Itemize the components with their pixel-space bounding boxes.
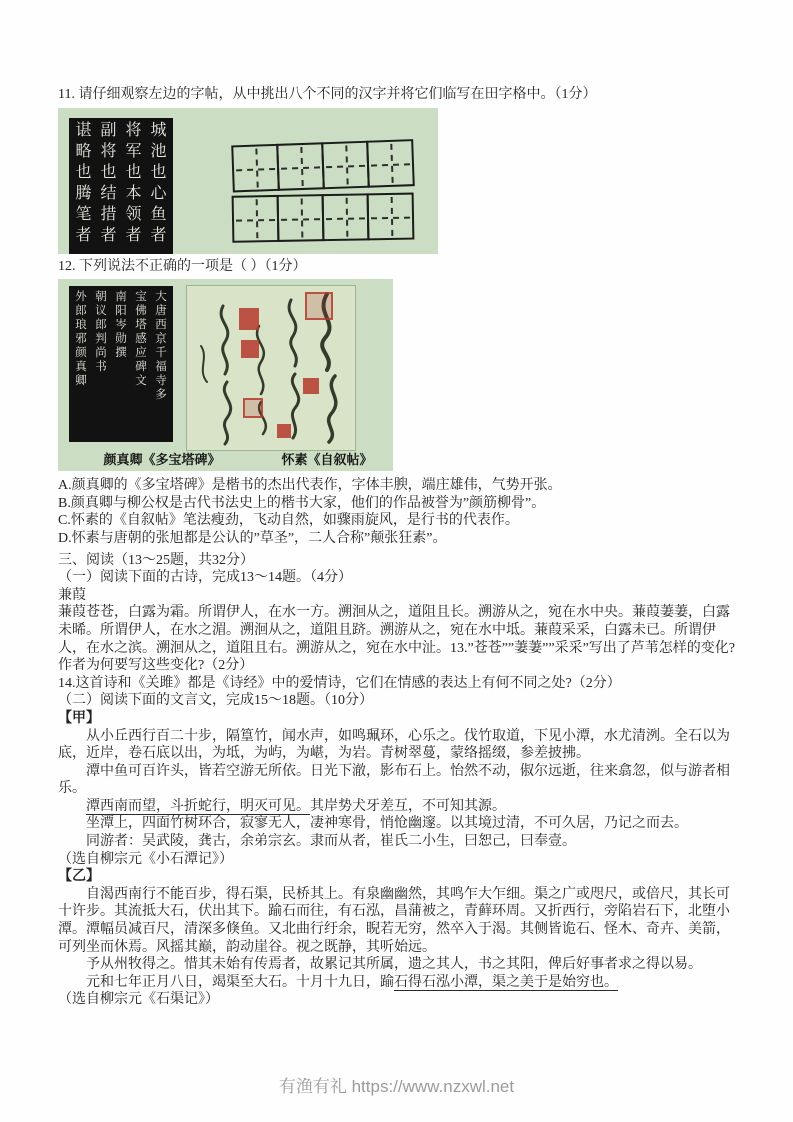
footer-watermark: 有渔有礼 https://www.nzxwl.net	[278, 1077, 515, 1096]
jia-paragraph-3	[58, 798, 736, 816]
tianzige-cell	[231, 143, 280, 192]
calligraphy-column: 副 将 也 结 措 者	[100, 121, 117, 244]
seal-stamp	[239, 308, 259, 330]
jia-paragraph-1: 从小丘西行百二十步，隔篁竹，闻水声，如鸣珮环，心乐之。伐竹取道，下见小潭，水尤清洌。全石以为底，近岸，卷石底以出，为坻，为屿，为嵁，为岩。青树翠蔓，蒙络摇缀，参差披拂。	[58, 728, 730, 762]
seal-stamp	[277, 424, 291, 438]
zixutie-image	[186, 285, 356, 451]
exam-content	[58, 86, 736, 1009]
jia-paragraph-3-rest: 其岸势犬牙差互，不可知其源。	[310, 798, 506, 814]
tianzige-cell	[321, 140, 370, 189]
jia-source: （选自柳宗元《小石潭记》）	[58, 851, 233, 867]
calligraphy-copybook-image	[69, 118, 173, 254]
yi-paragraph-3-pre: 元和七年正月八日，竭渠至大石。十月十九日，踰	[86, 974, 394, 990]
poem-text-and-q13: 蒹葭苍苍，白露为霜。所谓伊人，在水一方。溯洄从之，道阻且长。溯游从之，宛在水中央。蒹葭萋萋，白露未晞。所谓伊人，在水之湄。溯洄从之，道阻且跻。溯游从之，宛在水中坻。蒹葭采采，白露未已。所谓伊人，在水之滨。溯洄从之，道阻且右。溯游从之，宛在水中沚。13.”苍苍””萋萋””采采”写出了芦苇怎样的变化?作者为何要写这些变化?（2分）	[58, 605, 735, 674]
yi-paragraph-1: 自渴西南行不能百步，得石渠，民桥其上。有泉幽幽然，其鸣乍大乍细。渠之广或咫尺，或倍尺，其长可十许步。其流抵大石，伏出其下。踰石而往，有石泓，昌蒲被之，青藓环周。又折西行，旁陷岩石下，北堕小潭。潭幅员减百尺，清深多倏鱼。又北曲行纡余，睨若无穷，然卒入于渴。其侧皆诡石、怪木、奇卉、美箭，可列坐而休焉。风摇其巅，韵动崖谷。视之既静，其听始远。	[58, 886, 730, 955]
jia-paragraph-2: 潭中鱼可百许头，皆若空游无所依。日光下澈，影布石上。怡然不动，俶尔远逝，往来翕忽，似与游者相乐。	[58, 763, 730, 797]
poem-title: 兼葭	[58, 587, 86, 603]
tianzige-row	[231, 138, 431, 192]
yi-paragraph-3	[58, 974, 736, 992]
image-captions	[58, 449, 393, 468]
yi-paragraph-2: 予从州牧得之。惜其未始有传焉者，故累记其所属，遗之其人，书之其阳，俾后好事者求之得以易。	[86, 957, 702, 973]
option-item-d: D.怀素与唐朝的张旭都是公认的”草圣”，二人合称”颠张狂素”。	[58, 530, 447, 546]
calligraphy-column: 南 阳 岑 勋 撰	[115, 291, 127, 360]
part2-intro: （二）阅读下面的文言文，完成15～18题。（10分）	[58, 693, 373, 709]
tianzige-cell	[322, 193, 370, 241]
tianzige-grid	[232, 142, 430, 241]
tianzige-cell	[367, 192, 415, 240]
part1-intro: （一）阅读下面的古诗，完成13～14题。（4分）	[58, 570, 352, 586]
option-item-a: A.颜真卿的《多宝塔碑》是楷书的杰出代表作，字体丰腴，端庄雄伟，气势开张。	[58, 478, 562, 494]
seal-stamp	[303, 378, 319, 394]
yi-label: 【乙】	[58, 869, 100, 885]
option-item-b: B.颜真卿与柳公权是古代书法史上的楷书大家，他们的作品被誉为”颜筋柳骨”。	[58, 495, 546, 511]
q11-scan-image	[58, 108, 438, 254]
calligraphy-column: 宝 佛 塔 感 应 碑 文	[135, 291, 147, 388]
underlined-passage-yi: 石得石泓小潭，渠之美于是始穷也。	[394, 974, 618, 990]
option-item-c: C.怀素的《自叙帖》笔法瘦劲，飞动自然，如骤雨旋风，是行书的代表作。	[58, 513, 519, 529]
yi-source: （选自柳宗元《石渠记》）	[58, 992, 219, 1008]
section-heading: 三、阅读（13～25题，共32分）	[58, 552, 254, 568]
tianzige-cell	[277, 194, 325, 242]
calligraphy-column: 朝 议 郎 判 尚 书	[95, 291, 107, 374]
q11-prompt: 11. 请仔细观察左边的字帖，从中挑出八个不同的汉字并将它们临写在田字格中。（1分）	[58, 87, 597, 102]
calligraphy-column: 外 郎 琅 邪 颜 真 卿	[75, 291, 87, 388]
q14-text: 14.这首诗和《关雎》都是《诗经》中的爱情诗，它们在情感的表达上有何不同之处?（2分）	[58, 675, 621, 691]
tianzige-cell	[276, 142, 325, 191]
calligraphy-column: 城 池 也 心 鱼 者	[150, 121, 167, 244]
seal-stamp	[241, 340, 259, 358]
caption-zixutie: 怀素《自叙帖》	[281, 452, 373, 468]
jia-paragraph-5: 同游者：吴武陵，龚古，余弟宗玄。隶而从者，崔氏二小生，曰恕己，曰奉壹。	[86, 834, 576, 850]
q12-options	[58, 477, 736, 547]
seal-stamp	[305, 292, 333, 320]
calligraphy-column: 大 唐 西 京 千 福 寺 多	[155, 291, 167, 402]
calligraphy-column: 谌 略 也 腾 笔 者	[75, 121, 92, 244]
jia-paragraph-4: 坐潭上，四面竹树环合，寂寥无人，凄神寒骨，悄怆幽邃。以其境过清，不可久居，乃记之而去。	[86, 816, 688, 832]
underlined-passage-jia: 潭西南而望，斗折蛇行，明灭可见。	[86, 798, 310, 814]
jia-label: 【甲】	[58, 710, 100, 726]
duobaota-stele-image	[69, 286, 173, 442]
calligraphy-column: 将 军 也 本 领 者	[125, 121, 142, 244]
tianzige-cell	[232, 195, 280, 243]
q12-scan-image	[58, 279, 393, 471]
q12-prompt: 12. 下列说法不正确的一项是（ ）（1分）	[58, 258, 307, 274]
tianzige-cell	[366, 139, 415, 188]
caption-duobaota: 颜真卿《多宝塔碑》	[103, 452, 221, 468]
tianzige-row	[232, 192, 431, 242]
seal-stamp	[243, 398, 263, 418]
